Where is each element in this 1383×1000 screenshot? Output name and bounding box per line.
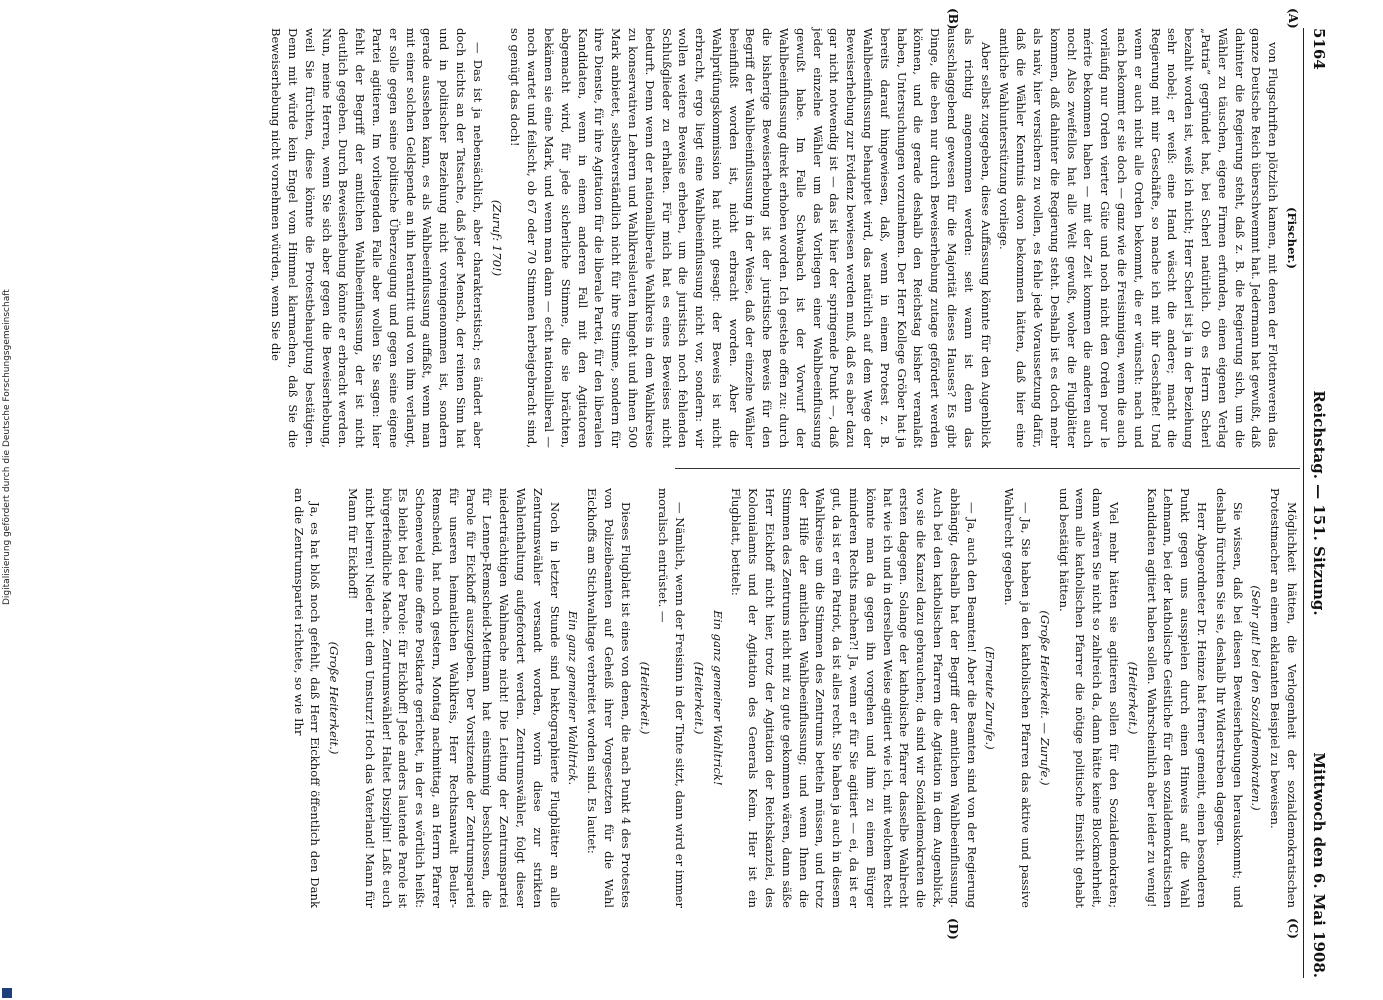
- header-date: Mittwoch den 6. Mai 1908.: [1310, 752, 1328, 978]
- paragraph: — Nämlich, wenn der Freisinn in der Tinte sitzt, dann wird er immer moralisch entrüstet. —: [656, 488, 688, 908]
- page-number: 5164: [1310, 28, 1328, 70]
- interjection: (Heiterkeit.): [691, 661, 706, 735]
- margin-marker-a: (A): [1286, 8, 1300, 29]
- interjection: (Zuruf: 170!): [489, 199, 504, 277]
- flyer-title: Ein ganz gemeiner Wahltrick!: [710, 610, 725, 786]
- left-text-column: [269, 28, 1300, 448]
- paragraph: von Flugschriften plötzlich kamen, mit denen der Flottenverein das ganze Deutsche Reich überschwemmt hat. Jedermann hat gewußt, daß dahinter die Regierung steht, daß z. B. die Regierung sich, um die Wähler zu täuschen, eigene Firmen erfunden, einen eigenen Verlag „Patria“ gegründet hat, bei Scherl natürlich. Ob es Herrn Scherl bezahlt worden ist, weiß ich nicht; Herr Scherl ist ja in der Beziehung sehr nobel; er weiß: eine Hand wäscht die andere; macht die Regierung mit mir Geschäfte, so mache ich mit ihr Geschäfte! Und wenn er auch nicht alle Orden bekommt, die er wünscht: nach und nach bekommt er sie doch — ganz wie die Freisinnigen, wenn die auch vorläufig nur Orden vierter Güte und noch nicht den Orden pour le mérite bekommen haben — mit der Zeit kommen die anderen auch noch! Also zweifellos hat alle Welt gewußt, woher die Flugblätter kommen, daß dahinter die Regierung steht. Deshalb ist es doch mehr als naiv, hier versichern zu wollen, es fehle jede Voraussetzung dafür, daß die Wähler Kenntnis davon bekommen hätten, daß hier eine amtliche Wahlunterstützung vorliege.: [997, 28, 1281, 448]
- header-rule: [1303, 28, 1304, 978]
- paragraph: Ja, es hat bloß noch gefehlt, daß Herr Eickhoff öffentlich den Dank an die Zentrumspartei richtete, so wie Ihr: [291, 488, 323, 908]
- rotated-document-page: [40, 8, 1330, 978]
- paragraph: — Das ist ja nebensächlich, aber charakteristisch; es ändert aber doch nichts an der Tatsache, daß jeder Mensch, der reinen Sinn hat und in politischer Beziehung nicht voreingenommen ist, sondern gerade aussehen kann, es als Wahlbeeinflussung auffaßt, wenn man mit einer solchen Geldspende an ihn herantritt und von ihm verlangt, er solle gegen seine politische Überzeugung und gegen seine eigene Partei agitieren. Im vorliegenden Falle aber wollen Sie sagen: hier fehlt der Begriff der amtlichen Wahlbeeinflussung, der ist nicht deutlich gegeben. Durch Beweiserhebung könnte er erbracht werden. Nun, meine Herren, wenn Sie sich aber gegen die Beweiserhebung, weil Sie fürchten, diese könnte die Protestbehauptung bestätigen. Denn mit würde kein Engel vom Himmel klarmachen, daß Sie die Beweiserhebung nicht vornehmen würden, wenn Sie die: [269, 28, 485, 448]
- paragraph: Dieses Flugblatt ist eines von denen, die nach Punkt 4 des Protestes von Polizeibeamten auf Geheiß ihrer Vorgesetzten für die Wahl Eickhoffs am Stichwahltage verbreitet worden sind. Es lautet:: [585, 488, 633, 908]
- interjection: (Heiterkeit.): [637, 661, 652, 735]
- paragraph: Möglichkeit hätten, die Verlogenheit der sozialdemokratischen Protestmacher an einem eklatanten Beispiel zu beweisen.: [1268, 488, 1299, 908]
- paragraph: Sie wissen, daß bei diesen Beweiserhebungen herauskommt; und deshalb fürchten Sie sie, deshalb Ihr Widerstreben dagegen.: [1213, 488, 1245, 908]
- running-header: [1306, 28, 1330, 978]
- interjection: (Heiterkeit.): [1125, 661, 1140, 735]
- speaker-label: (Fischer.): [1285, 206, 1299, 270]
- interjection: (Erneute Zurufe.): [983, 646, 998, 750]
- paragraph: Herr Abgeordneter Dr. Heinze hat ferner gemeint, einen besonderen Punkt gegen uns ausspielen durch einen Hinweis auf die Wahl Lehmann, bei der katholische Geistliche für den sozialdemokratischen Kandidaten agitiert haben sollen. Wahrscheinlich aber leider zu wenig!: [1144, 488, 1210, 908]
- right-text-column: [291, 488, 1300, 908]
- dfg-logo: [2, 988, 12, 998]
- paragraph: Viel mehr hätten sie agitieren sollen für den Sozialdemokraten; dann wären Sie nicht so zahlreich da, dann hätte keine Blockmehrheit, wenn alle katholischen Pfarrer die nötige politische Einsicht gehabt und bestätigt hätten.: [1056, 488, 1122, 908]
- paragraph: — Ja, Sie haben ja den katholischen Pfarren das aktive und passive Wahlrecht gegeben.: [1002, 488, 1034, 908]
- margin-marker-d: (D): [946, 918, 960, 940]
- interjection: (Große Heiterkeit. — Zurufe.): [1037, 610, 1052, 786]
- interjection: (Große Heiterkeit.): [327, 641, 342, 755]
- flyer-title: Ein ganz gemeiner Wahltrick.: [566, 610, 581, 786]
- interjection: (Sehr gut! bei den Sozialdemokraten.): [1249, 585, 1264, 811]
- margin-marker-b: (B): [946, 8, 960, 30]
- column-divider: [675, 468, 1300, 469]
- paragraph: Aber selbst zugegeben, diese Auffassung könnte für den Augenblick als richtig angenommen werden: seit wann ist denn das ausschlaggebend gewesen für die Majorität dieses Hauses? Es gibt Dinge, die eben nur durch Beweiserhebung zutage gefördert werden können, und die gerade deshalb den Reichstag bisher veranlaßt haben, Untersuchungen vorzunehmen. Der Herr Kollege Gröber hat ja bereits darauf hingewiesen, daß, wenn in einem Protest z. B. Wahlbeeinflussung behauptet wird, das natürlich auf dem Wege der Beweiserhebung zur Evidenz bewiesen werden muß, daß es aber dazu gar nicht notwendig ist — das ist hier der springende Punkt —, daß jeder einzelne Wähler um das Vorliegen einer Wahlbeeinflussung gewußt habe. Im Falle Schwabach ist der Vorwurf der Wahlbeeinflussung direkt erhoben worden. Ich gestehe offen zu: durch die bisherige Beweiserhebung ist der juristische Beweis für den Begriff der Wahlbeeinflussung in der Weise, daß der einzelne Wähler beeinflußt worden ist, nicht erbracht worden. Aber die Wahlprüfungskommission hat nicht gesagt: der Beweis ist nicht erbracht, ergo liegt eine Wahlbeeinflussung nicht vor, sondern: wir wollen weitere Beweise erheben, um die juristisch noch fehlenden Schlußglieder zu erhalten. Für mich hat es eines Beweises nicht bedurft. Denn wenn der nationalliberale Wahlkreis in dem Wahlkreise zu konservativen Lehrern und Wahlkreisleuten hingeht und ihnen 500 Mark anbietet, selbstverständlich nicht für ihre Stimme, sondern für ihre Dienste, für ihre Agitation für die liberale Partei, für den liberalen Kandidaten, wenn in einem anderen Fall mit den Agitatoren abgemacht wird, für jede sicherliche Stimme, die sie brächten, bekämen sie eine Mark, und wenn man dann — echt nationalliberal — noch wartet und feilscht, ob 67 oder 70 Stimmen herbeigebracht sind, so genügt das doch!: [508, 28, 993, 448]
- margin-marker-c: (C): [1286, 918, 1300, 939]
- digitization-credit: Digitalisierung gefördert durch die Deutsche Forschungsgemeinschaft: [2, 289, 12, 605]
- flyer-text: Noch in letzter Stunde sind hektographierte Flugblätter an alle Zentrumswähler versandt worden, worin diese zur strikten Wahlenthaltung aufgefordert werden. Zentrumswähler, folgt dieser niederträchtigen Wahlmache nicht! Die Leitung der Zentrumspartei für Lennep-Remscheid-Mettmann hat einstimmig beschlossen, die Parole für Eickhoff auszugeben. Der Vorsitzende der Zentrumspartei für unseren heimatlichen Wahlkreis, Herr Rechtsanwalt Beuler-Remscheid, hat noch gestern, Montag nachmittag, an Herrn Pfarrer Schoeneveld eine offene Postkarte gerichtet, in der es wörtlich heißt: Es bleibt bei der Parole: für Eickhoff! Jede anders lautende Parole ist bürgerfeindliche Mache. Zentrumswähler! Haltet Disziplin! Laßt euch nicht beirren! Nieder mit dem Umsturz! Hoch das Vaterland! Mann für Mann für Eickhoff!: [345, 488, 562, 908]
- header-title: Reichstag. — 151. Sitzung.: [1310, 390, 1328, 616]
- paragraph: — Ja, auch den Beamten! Aber die Beamten sind von der Regierung abhängig, deshalb hat der Begriff der amtlichen Wahlbeeinflussung. Auch bei den katholischen Pfarrern die Agitation in dem Augenblick, wo sie die Kanzel dazu gebrauchen; da sind wir Sozialdemokraten die ersten dagegen. Solange der katholische Pfarrer dasselbe Wahlrecht hat wie ich und in derselben Weise agitiert wie ich, mit welchem Recht könnte man da gegen ihn vorgehen und ihm zu einem Bürger minderen Rechts machen?! Ja, wenn er für Sie agitiert — ei, da ist er gut, da ist er ein Patriot, da ist alles recht. Sie haben ja auch in diesem Wahlkreise um die Stimmen des Zentrums betteln müssen, und trotz der Hilfe der amtlichen Wahlbeeinflussung; und wenn Ihnen die Stimmen des Zentrums nicht mit zu gute gekommen wären, dann säße Herr Eickhoff nicht hier, trotz der Agitation der Reichskanzlei, des Kolonialamts und der Agitation des Generals Keim. Hier ist ein Flugblatt, betitelt:: [729, 488, 979, 908]
